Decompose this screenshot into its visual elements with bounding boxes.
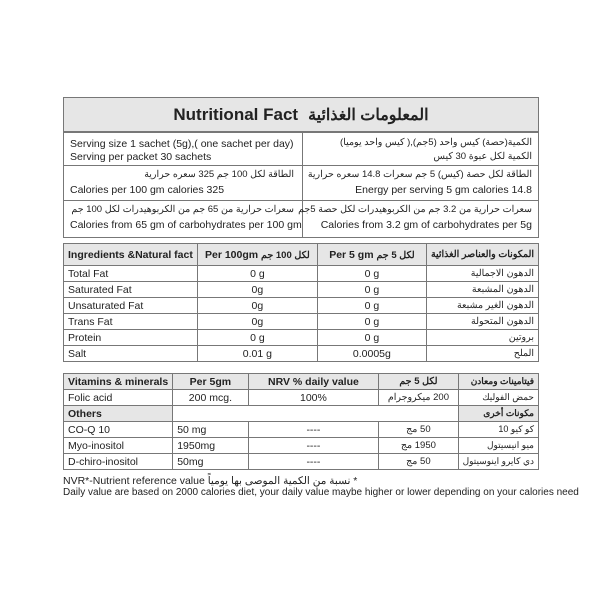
serving-size-ar: الكمية(حصة) كيس واحد (5جم),( كيس واحد يوميا) — [340, 137, 532, 148]
nvr-note: NVR*-Nutrient reference value نسبة من الكمية الموصى بها يومياً * — [63, 475, 358, 487]
nutrient-name: Unsaturated Fat — [64, 298, 198, 314]
other-name: CO-Q 10 — [64, 422, 173, 438]
divider — [64, 165, 538, 166]
table-row — [64, 314, 539, 330]
table-row — [64, 422, 539, 438]
nutrient-per100: 0g — [197, 298, 317, 314]
table-row — [64, 438, 539, 454]
table-row — [64, 266, 539, 282]
table-row — [64, 390, 539, 406]
serving-per-packet-ar: الكمية لكل عبوة 30 كيس — [433, 151, 532, 162]
nutrient-name: Saturated Fat — [64, 282, 198, 298]
title-en: Nutritional Fact — [173, 104, 299, 124]
vitamin-name-ar: حمض الفوليك — [458, 390, 538, 406]
nutrient-name-ar: الملح — [426, 346, 538, 362]
header-per5-en: Per 5 gm — [329, 248, 374, 261]
other-name: Myo-inositol — [64, 438, 173, 454]
energy-5-en: Energy per serving 5 gm calories 14.8 — [355, 184, 532, 196]
nutrient-per5: 0 g — [317, 298, 426, 314]
nutrient-per100: 0 g — [197, 330, 317, 346]
other-per5-ar: 50 مج — [379, 454, 458, 470]
title-ar: المعلومات الغذائية — [308, 106, 429, 124]
serving-size-en: Serving size 1 sachet (5g),( one sachet per day) — [70, 138, 294, 150]
nutrient-per5: 0.0005g — [317, 346, 426, 362]
title-bar — [63, 97, 539, 132]
nutrient-name: Salt — [64, 346, 198, 362]
nutrients-table — [63, 243, 539, 362]
header-per5-ar: لكل 5 جم — [376, 249, 415, 261]
nutrient-name-ar: الدهون المتحولة — [426, 314, 538, 330]
table-row — [64, 330, 539, 346]
header-vitamins: Vitamins & minerals — [64, 374, 173, 390]
others-row — [64, 406, 539, 422]
nutrient-name-ar: الدهون الغير مشبعة — [426, 298, 538, 314]
table-row — [64, 282, 539, 298]
header-ingredients: Ingredients &Natural fact — [64, 244, 198, 266]
others-label: Others — [64, 406, 173, 422]
nutrient-name: Protein — [64, 330, 198, 346]
nutrient-name: Trans Fat — [64, 314, 198, 330]
nutrient-per100: 0 g — [197, 266, 317, 282]
header-nrv: NRV % daily value — [248, 374, 379, 390]
other-per5: 50mg — [173, 454, 248, 470]
vitamin-name: Folic acid — [64, 390, 173, 406]
header-per5-ar: لكل 5 جم — [379, 374, 458, 390]
daily-value-note: Daily value are based on 2000 calories diet, your daily value maybe higher or lower depending on your calories need — [63, 487, 579, 498]
other-per5: 1950mg — [173, 438, 248, 454]
carb-5-ar: سعرات حرارية من 3.2 جم من الكربوهيدرات لكل حصة 5جم — [298, 204, 532, 215]
vitamin-per5-ar: 200 ميكروجرام — [379, 390, 458, 406]
serving-per-packet-en: Serving per packet 30 sachets — [70, 151, 212, 163]
nutrient-name-ar: الدهون المشبعة — [426, 282, 538, 298]
serving-info-box — [63, 132, 539, 238]
divider — [64, 200, 538, 201]
calories-100-en: Calories per 100 gm calories 325 — [70, 184, 225, 196]
header-per100-en: Per 100gm — [205, 248, 259, 261]
table-header-row — [64, 244, 539, 266]
other-name-ar: ميو انيسيتول — [458, 438, 538, 454]
other-nrv: ---- — [248, 422, 379, 438]
table-row — [64, 346, 539, 362]
other-name: D-chiro-inositol — [64, 454, 173, 470]
other-per5: 50 mg — [173, 422, 248, 438]
table-row — [64, 454, 539, 470]
other-per5-ar: 1950 مج — [379, 438, 458, 454]
header-per5gm: Per 5gm — [173, 374, 248, 390]
header-ingredients-ar: المكونات والعناصر الغذائية — [426, 244, 538, 266]
nutrient-name-ar: بروتين — [426, 330, 538, 346]
divider — [302, 133, 303, 237]
table-row — [64, 298, 539, 314]
other-per5-ar: 50 مج — [379, 422, 458, 438]
nutrient-per100: 0.01 g — [197, 346, 317, 362]
other-name-ar: دي كايرو اينوسيتول — [458, 454, 538, 470]
other-nrv: ---- — [248, 438, 379, 454]
other-name-ar: كو كيو 10 — [458, 422, 538, 438]
nutrient-per100: 0g — [197, 314, 317, 330]
vitamin-nrv: 100% — [248, 390, 379, 406]
carb-100-en: Calories from 65 gm of carbohydrates per 100 gm — [70, 219, 302, 231]
other-nrv: ---- — [248, 454, 379, 470]
vitamins-table — [63, 373, 539, 470]
nutrient-name: Total Fat — [64, 266, 198, 282]
header-vitamins-ar: فيتامينات ومعادن — [458, 374, 538, 390]
nutrient-per5: 0 g — [317, 314, 426, 330]
nutrient-per5: 0 g — [317, 282, 426, 298]
nutrient-per5: 0 g — [317, 330, 426, 346]
carb-100-ar: سعرات حرارية من 65 جم من الكربوهيدرات لكل 100 جم — [71, 204, 294, 215]
header-per5 — [317, 244, 426, 266]
calories-100-ar: الطاقة لكل 100 جم 325 سعره حرارية — [144, 169, 294, 180]
nutrient-per100: 0g — [197, 282, 317, 298]
vitamin-per5: 200 mcg. — [173, 390, 248, 406]
nutrient-per5: 0 g — [317, 266, 426, 282]
header-per100-ar: لكل 100 جم — [261, 249, 310, 261]
energy-5-ar: الطاقة لكل حصة (كيس) 5 جم سعرات 14.8 سعره حرارية — [307, 169, 532, 180]
header-per100 — [197, 244, 317, 266]
vitamins-header-row — [64, 374, 539, 390]
nutrient-name-ar: الدهون الاجمالية — [426, 266, 538, 282]
others-label-ar: مكونات أخرى — [458, 406, 538, 422]
carb-5-en: Calories from 3.2 gm of carbohydrates per 5g — [320, 219, 532, 231]
